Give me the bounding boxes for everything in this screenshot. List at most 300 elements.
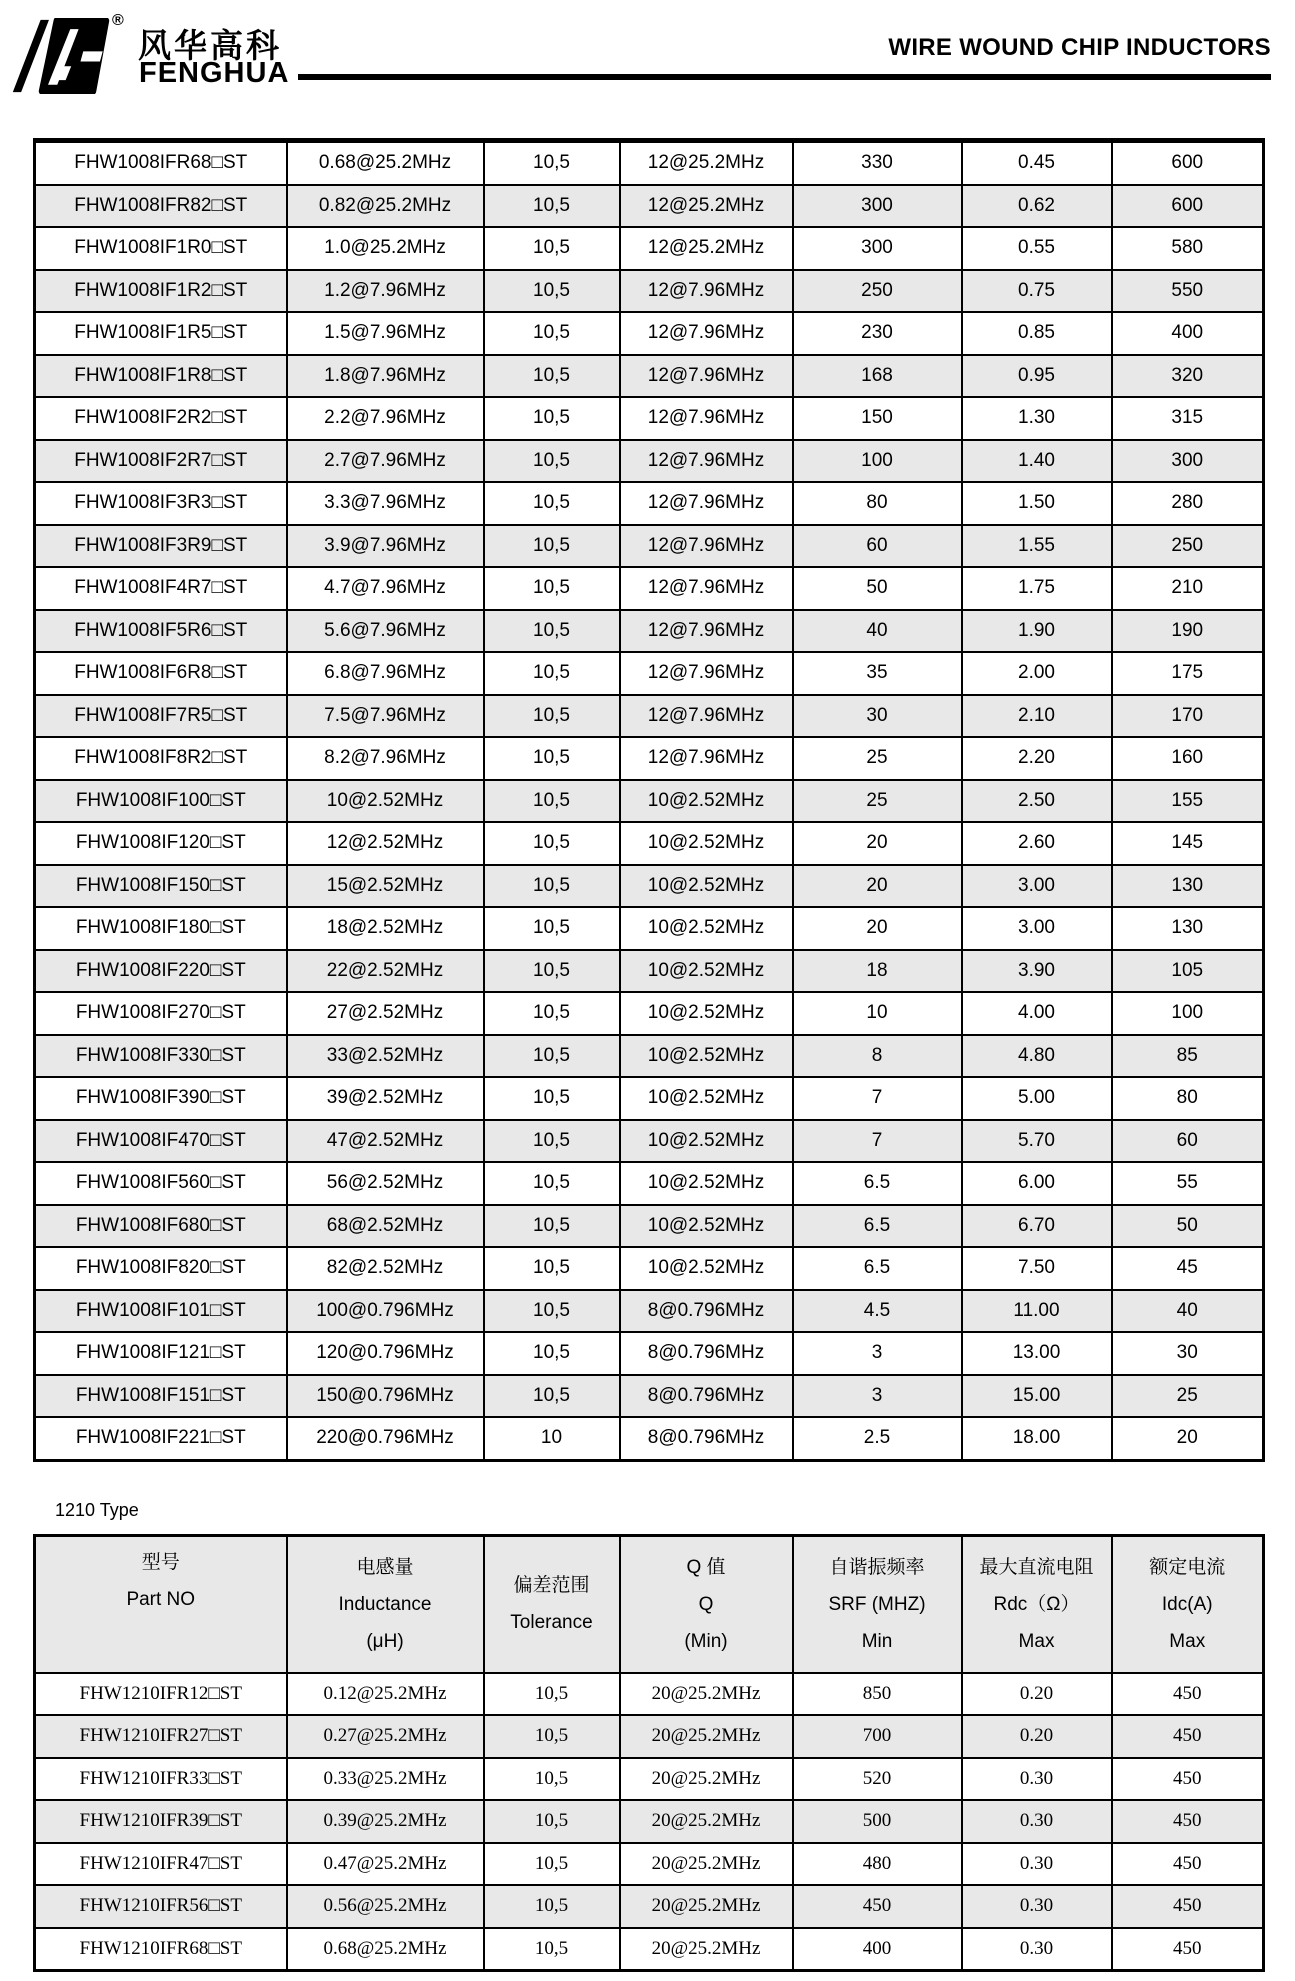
table-cell: FHW1008IF220□ST bbox=[35, 950, 287, 993]
table-cell: 18@2.52MHz bbox=[287, 907, 484, 950]
table-cell: 0.62 bbox=[962, 185, 1112, 228]
table-cell: 300 bbox=[793, 185, 962, 228]
table-cell: 7 bbox=[793, 1077, 962, 1120]
table-cell: 50 bbox=[1112, 1205, 1264, 1248]
inductor-table-1210-head bbox=[35, 1535, 1264, 1673]
table-row bbox=[35, 567, 1264, 610]
table-cell: 10 bbox=[484, 1417, 620, 1460]
table-cell: 0.55 bbox=[962, 227, 1112, 270]
table-cell: 35 bbox=[793, 652, 962, 695]
table-cell: FHW1008IF3R9□ST bbox=[35, 525, 287, 568]
registered-trademark-icon: ® bbox=[112, 12, 124, 29]
table-cell: 105 bbox=[1112, 950, 1264, 993]
table-cell: 450 bbox=[1112, 1715, 1264, 1758]
table-cell: 6.00 bbox=[962, 1162, 1112, 1205]
page-header bbox=[0, 0, 1295, 138]
table-row bbox=[35, 1162, 1264, 1205]
table-cell: 22@2.52MHz bbox=[287, 950, 484, 993]
table-row bbox=[35, 355, 1264, 398]
table-cell: FHW1008IF1R0□ST bbox=[35, 227, 287, 270]
table-cell: 18.00 bbox=[962, 1417, 1112, 1460]
datasheet-body bbox=[0, 138, 1295, 1972]
table-cell: 12@2.52MHz bbox=[287, 822, 484, 865]
table-cell: 5.00 bbox=[962, 1077, 1112, 1120]
table-cell: FHW1008IF180□ST bbox=[35, 907, 287, 950]
column-header-line: (μH) bbox=[366, 1630, 404, 1652]
table-cell: 150@0.796MHz bbox=[287, 1375, 484, 1418]
logo-chinese-text: 风华高科 bbox=[138, 27, 282, 64]
table-cell: 20@25.2MHz bbox=[620, 1800, 793, 1843]
table-cell: 400 bbox=[793, 1928, 962, 1971]
table-cell: 250 bbox=[1112, 525, 1264, 568]
table-row bbox=[35, 1673, 1264, 1716]
table-cell: 0.39@25.2MHz bbox=[287, 1800, 484, 1843]
table-cell: 10,5 bbox=[484, 610, 620, 653]
table-cell: 33@2.52MHz bbox=[287, 1035, 484, 1078]
table-cell: 10,5 bbox=[484, 355, 620, 398]
table-cell: 20@25.2MHz bbox=[620, 1843, 793, 1886]
table-cell: 450 bbox=[1112, 1928, 1264, 1971]
header-row bbox=[35, 1535, 1264, 1673]
table-cell: FHW1008IF680□ST bbox=[35, 1205, 287, 1248]
table-cell: 10@2.52MHz bbox=[287, 780, 484, 823]
table-cell: 10,5 bbox=[484, 1885, 620, 1928]
table-row bbox=[35, 1758, 1264, 1801]
table-cell: 82@2.52MHz bbox=[287, 1247, 484, 1290]
table-cell: 0.30 bbox=[962, 1758, 1112, 1801]
table-cell: 3.00 bbox=[962, 865, 1112, 908]
table-cell: 100@0.796MHz bbox=[287, 1290, 484, 1333]
table-cell: FHW1008IF2R2□ST bbox=[35, 397, 287, 440]
table-cell: 12@7.96MHz bbox=[620, 737, 793, 780]
table-cell: 2.00 bbox=[962, 652, 1112, 695]
column-header-line: Q 值 bbox=[686, 1556, 726, 1578]
table-cell: FHW1008IF6R8□ST bbox=[35, 652, 287, 695]
table-cell: 12@7.96MHz bbox=[620, 312, 793, 355]
table-cell: 15.00 bbox=[962, 1375, 1112, 1418]
table-cell: 0.45 bbox=[962, 141, 1112, 185]
table-cell: 7.50 bbox=[962, 1247, 1112, 1290]
table-row bbox=[35, 1247, 1264, 1290]
table-cell: FHW1008IF7R5□ST bbox=[35, 695, 287, 738]
table-row bbox=[35, 865, 1264, 908]
page-title: WIRE WOUND CHIP INDUCTORS bbox=[888, 34, 1271, 61]
table-cell: 10,5 bbox=[484, 1800, 620, 1843]
table-cell: 130 bbox=[1112, 907, 1264, 950]
table-cell: 1.30 bbox=[962, 397, 1112, 440]
table-cell: 8 bbox=[793, 1035, 962, 1078]
table-cell: 10,5 bbox=[484, 440, 620, 483]
table-cell: 100 bbox=[1112, 992, 1264, 1035]
table-cell: 10,5 bbox=[484, 652, 620, 695]
table-cell: 6.5 bbox=[793, 1247, 962, 1290]
table-cell: 0.68@25.2MHz bbox=[287, 141, 484, 185]
table-cell: 10,5 bbox=[484, 992, 620, 1035]
table-row bbox=[35, 822, 1264, 865]
table-cell: 0.47@25.2MHz bbox=[287, 1843, 484, 1886]
table-row bbox=[35, 482, 1264, 525]
table-cell: 4.5 bbox=[793, 1290, 962, 1333]
table-cell: FHW1210IFR68□ST bbox=[35, 1928, 287, 1971]
table-cell: 4.80 bbox=[962, 1035, 1112, 1078]
table-cell: 170 bbox=[1112, 695, 1264, 738]
table-cell: 10,5 bbox=[484, 695, 620, 738]
table-cell: FHW1008IF101□ST bbox=[35, 1290, 287, 1333]
table-row bbox=[35, 1332, 1264, 1375]
table-cell: 145 bbox=[1112, 822, 1264, 865]
table-cell: 20@25.2MHz bbox=[620, 1673, 793, 1716]
table-row bbox=[35, 1885, 1264, 1928]
table-cell: 450 bbox=[1112, 1758, 1264, 1801]
table-cell: 30 bbox=[793, 695, 962, 738]
table-cell: FHW1008IFR68□ST bbox=[35, 141, 287, 185]
table-cell: FHW1008IF1R2□ST bbox=[35, 270, 287, 313]
table-cell: 20 bbox=[793, 822, 962, 865]
table-row bbox=[35, 1715, 1264, 1758]
table-cell: 3.3@7.96MHz bbox=[287, 482, 484, 525]
table-cell: 6.70 bbox=[962, 1205, 1112, 1248]
table-cell: 600 bbox=[1112, 185, 1264, 228]
table-cell: FHW1210IFR47□ST bbox=[35, 1843, 287, 1886]
table-cell: 2.7@7.96MHz bbox=[287, 440, 484, 483]
table-cell: 1.5@7.96MHz bbox=[287, 312, 484, 355]
table-cell: 10,5 bbox=[484, 1035, 620, 1078]
table-row bbox=[35, 1290, 1264, 1333]
table-cell: 25 bbox=[793, 780, 962, 823]
table-row bbox=[35, 1800, 1264, 1843]
table-cell: 68@2.52MHz bbox=[287, 1205, 484, 1248]
table-row bbox=[35, 525, 1264, 568]
table-cell: 10,5 bbox=[484, 1120, 620, 1163]
column-header-line: 额定电流 bbox=[1149, 1556, 1226, 1578]
table-cell: 5.6@7.96MHz bbox=[287, 610, 484, 653]
table-row bbox=[35, 652, 1264, 695]
table-cell: 315 bbox=[1112, 397, 1264, 440]
table-cell: 10,5 bbox=[484, 1162, 620, 1205]
table-cell: 580 bbox=[1112, 227, 1264, 270]
column-header-line: 偏差范围 bbox=[513, 1575, 590, 1596]
table-cell: 10,5 bbox=[484, 397, 620, 440]
column-header-line: Min bbox=[861, 1630, 893, 1652]
table-cell: FHW1008IF4R7□ST bbox=[35, 567, 287, 610]
table-cell: 10,5 bbox=[484, 185, 620, 228]
table-cell: FHW1210IFR27□ST bbox=[35, 1715, 287, 1758]
table-row bbox=[35, 1375, 1264, 1418]
table-cell: 3.9@7.96MHz bbox=[287, 525, 484, 568]
table-row bbox=[35, 1035, 1264, 1078]
column-header-line: Rdc（Ω） bbox=[993, 1593, 1080, 1615]
table-cell: 300 bbox=[793, 227, 962, 270]
table-cell: 20@25.2MHz bbox=[620, 1928, 793, 1971]
table-cell: 4.00 bbox=[962, 992, 1112, 1035]
inductor-table-1008 bbox=[33, 138, 1265, 1462]
table-cell: 130 bbox=[1112, 865, 1264, 908]
table-cell: 10,5 bbox=[484, 1673, 620, 1716]
table-cell: 1.75 bbox=[962, 567, 1112, 610]
table-cell: 10,5 bbox=[484, 227, 620, 270]
table-cell: 700 bbox=[793, 1715, 962, 1758]
table-cell: 30 bbox=[1112, 1332, 1264, 1375]
table-cell: 20@25.2MHz bbox=[620, 1885, 793, 1928]
table-cell: 10,5 bbox=[484, 270, 620, 313]
table-cell: 12@7.96MHz bbox=[620, 440, 793, 483]
table-cell: 10,5 bbox=[484, 1758, 620, 1801]
table-cell: FHW1008IF330□ST bbox=[35, 1035, 287, 1078]
table-cell: 20 bbox=[793, 865, 962, 908]
column-header-line: Q bbox=[698, 1593, 714, 1615]
table-cell: 10,5 bbox=[484, 950, 620, 993]
column-header-line: 型号 bbox=[141, 1551, 180, 1573]
table-cell: 1.40 bbox=[962, 440, 1112, 483]
table-cell: 0.20 bbox=[962, 1715, 1112, 1758]
table-cell: 12@7.96MHz bbox=[620, 652, 793, 695]
table-cell: 5.70 bbox=[962, 1120, 1112, 1163]
table-cell: 10,5 bbox=[484, 822, 620, 865]
table-cell: 2.2@7.96MHz bbox=[287, 397, 484, 440]
inductor-table-1210-body bbox=[35, 1673, 1264, 1971]
table-cell: FHW1210IFR39□ST bbox=[35, 1800, 287, 1843]
table-cell: FHW1008IF150□ST bbox=[35, 865, 287, 908]
table-cell: FHW1008IF5R6□ST bbox=[35, 610, 287, 653]
table-cell: 0.82@25.2MHz bbox=[287, 185, 484, 228]
table-cell: 450 bbox=[1112, 1885, 1264, 1928]
table-cell: FHW1008IF390□ST bbox=[35, 1077, 287, 1120]
table-cell: 520 bbox=[793, 1758, 962, 1801]
table-cell: FHW1008IF560□ST bbox=[35, 1162, 287, 1205]
table-cell: 320 bbox=[1112, 355, 1264, 398]
table-cell: 55 bbox=[1112, 1162, 1264, 1205]
table-row bbox=[35, 1928, 1264, 1971]
table-row bbox=[35, 1120, 1264, 1163]
table-cell: FHW1008IF120□ST bbox=[35, 822, 287, 865]
table-cell: FHW1008IFR82□ST bbox=[35, 185, 287, 228]
table-cell: 1.2@7.96MHz bbox=[287, 270, 484, 313]
column-header-line: 自谐振频率 bbox=[829, 1556, 925, 1578]
table-cell: 500 bbox=[793, 1800, 962, 1843]
table-cell: 12@25.2MHz bbox=[620, 227, 793, 270]
table-cell: 45 bbox=[1112, 1247, 1264, 1290]
table-cell: 10,5 bbox=[484, 737, 620, 780]
table-cell: 20 bbox=[1112, 1417, 1264, 1460]
table-cell: 450 bbox=[1112, 1673, 1264, 1716]
table-cell: 10,5 bbox=[484, 1332, 620, 1375]
column-header-line: Tolerance bbox=[510, 1612, 593, 1633]
table-cell: 20@25.2MHz bbox=[620, 1715, 793, 1758]
table-cell: 2.10 bbox=[962, 695, 1112, 738]
table-cell: 220@0.796MHz bbox=[287, 1417, 484, 1460]
table-cell: 10@2.52MHz bbox=[620, 1247, 793, 1290]
table-cell: 1.55 bbox=[962, 525, 1112, 568]
column-header bbox=[35, 1535, 287, 1673]
table-cell: 1.0@25.2MHz bbox=[287, 227, 484, 270]
column-header bbox=[962, 1535, 1112, 1673]
table-cell: 0.30 bbox=[962, 1928, 1112, 1971]
table-cell: 175 bbox=[1112, 652, 1264, 695]
table-cell: 155 bbox=[1112, 780, 1264, 823]
table-row bbox=[35, 397, 1264, 440]
table-cell: 20@25.2MHz bbox=[620, 1758, 793, 1801]
table-cell: 10@2.52MHz bbox=[620, 1120, 793, 1163]
table-cell: 160 bbox=[1112, 737, 1264, 780]
table-cell: 168 bbox=[793, 355, 962, 398]
table-cell: 80 bbox=[793, 482, 962, 525]
table-cell: 80 bbox=[1112, 1077, 1264, 1120]
column-header-line: (Min) bbox=[684, 1630, 728, 1652]
table-cell: FHW1008IF221□ST bbox=[35, 1417, 287, 1460]
table-cell: FHW1008IF270□ST bbox=[35, 992, 287, 1035]
table-cell: FHW1008IF8R2□ST bbox=[35, 737, 287, 780]
table-cell: 13.00 bbox=[962, 1332, 1112, 1375]
table-cell: 12@7.96MHz bbox=[620, 525, 793, 568]
table-cell: 6.8@7.96MHz bbox=[287, 652, 484, 695]
table-cell: 10@2.52MHz bbox=[620, 865, 793, 908]
table-cell: FHW1210IFR33□ST bbox=[35, 1758, 287, 1801]
table-cell: 10,5 bbox=[484, 141, 620, 185]
table-cell: FHW1008IF3R3□ST bbox=[35, 482, 287, 525]
column-header bbox=[484, 1535, 620, 1673]
table-cell: 850 bbox=[793, 1673, 962, 1716]
table-cell: 12@7.96MHz bbox=[620, 397, 793, 440]
table-cell: 8@0.796MHz bbox=[620, 1332, 793, 1375]
table-cell: FHW1008IF820□ST bbox=[35, 1247, 287, 1290]
table-cell: 12@7.96MHz bbox=[620, 610, 793, 653]
table-cell: 0.12@25.2MHz bbox=[287, 1673, 484, 1716]
table-cell: 47@2.52MHz bbox=[287, 1120, 484, 1163]
table-cell: 12@7.96MHz bbox=[620, 270, 793, 313]
table-cell: 7.5@7.96MHz bbox=[287, 695, 484, 738]
table-cell: 10,5 bbox=[484, 1205, 620, 1248]
table-row bbox=[35, 950, 1264, 993]
table-cell: 56@2.52MHz bbox=[287, 1162, 484, 1205]
table-cell: 7 bbox=[793, 1120, 962, 1163]
table-cell: 25 bbox=[793, 737, 962, 780]
column-header-line: Inductance bbox=[338, 1593, 432, 1615]
column-header-line: Part NO bbox=[126, 1588, 196, 1610]
table-cell: 10,5 bbox=[484, 1843, 620, 1886]
table-cell: 20 bbox=[793, 907, 962, 950]
table-cell: 6.5 bbox=[793, 1205, 962, 1248]
table-cell: 2.20 bbox=[962, 737, 1112, 780]
table-cell: 40 bbox=[1112, 1290, 1264, 1333]
table-row bbox=[35, 141, 1264, 185]
section-label-1210-type: 1210 Type bbox=[55, 1499, 139, 1520]
table-cell: 0.20 bbox=[962, 1673, 1112, 1716]
table-cell: 450 bbox=[1112, 1843, 1264, 1886]
table-cell: 450 bbox=[793, 1885, 962, 1928]
table-cell: 250 bbox=[793, 270, 962, 313]
table-cell: 10@2.52MHz bbox=[620, 1077, 793, 1120]
table-cell: 2.50 bbox=[962, 780, 1112, 823]
logo-english-text: FENGHUA bbox=[139, 57, 290, 89]
table-cell: 10,5 bbox=[484, 482, 620, 525]
table-cell: 10@2.52MHz bbox=[620, 1205, 793, 1248]
column-header-line: Idc(A) bbox=[1161, 1593, 1213, 1615]
header-rule bbox=[298, 74, 1271, 80]
table-cell: 10,5 bbox=[484, 567, 620, 610]
table-row bbox=[35, 1077, 1264, 1120]
table-cell: 39@2.52MHz bbox=[287, 1077, 484, 1120]
table-cell: 0.56@25.2MHz bbox=[287, 1885, 484, 1928]
table-cell: 100 bbox=[793, 440, 962, 483]
fenghua-logo-icon bbox=[8, 18, 114, 94]
table-cell: 450 bbox=[1112, 1800, 1264, 1843]
column-header-line: Max bbox=[1169, 1630, 1206, 1652]
table-cell: 27@2.52MHz bbox=[287, 992, 484, 1035]
table-cell: 550 bbox=[1112, 270, 1264, 313]
table-cell: 10,5 bbox=[484, 1715, 620, 1758]
table-cell: 25 bbox=[1112, 1375, 1264, 1418]
column-header-line: 最大直流电阻 bbox=[979, 1556, 1094, 1578]
table-row bbox=[35, 185, 1264, 228]
table-cell: 0.95 bbox=[962, 355, 1112, 398]
table-cell: 3.90 bbox=[962, 950, 1112, 993]
table-cell: 10,5 bbox=[484, 1077, 620, 1120]
table-cell: 10,5 bbox=[484, 1247, 620, 1290]
table-cell: 12@7.96MHz bbox=[620, 482, 793, 525]
table-cell: 4.7@7.96MHz bbox=[287, 567, 484, 610]
column-header bbox=[793, 1535, 962, 1673]
table-cell: FHW1210IFR56□ST bbox=[35, 1885, 287, 1928]
table-row bbox=[35, 610, 1264, 653]
table-cell: 10,5 bbox=[484, 1290, 620, 1333]
table-cell: 12@7.96MHz bbox=[620, 567, 793, 610]
table-cell: 12@25.2MHz bbox=[620, 185, 793, 228]
table-cell: FHW1008IF1R5□ST bbox=[35, 312, 287, 355]
table-cell: 1.90 bbox=[962, 610, 1112, 653]
table-cell: 10,5 bbox=[484, 907, 620, 950]
table-cell: 1.8@7.96MHz bbox=[287, 355, 484, 398]
table-cell: 10,5 bbox=[484, 312, 620, 355]
table-cell: 0.75 bbox=[962, 270, 1112, 313]
table-cell: 3.00 bbox=[962, 907, 1112, 950]
table-cell: 210 bbox=[1112, 567, 1264, 610]
table-cell: 300 bbox=[1112, 440, 1264, 483]
column-header-line: Max bbox=[1018, 1630, 1055, 1652]
table-cell: 120@0.796MHz bbox=[287, 1332, 484, 1375]
column-header-line: SRF (MHZ) bbox=[828, 1593, 926, 1615]
table-row bbox=[35, 312, 1264, 355]
table-row bbox=[35, 695, 1264, 738]
inductor-table-1008-body bbox=[35, 141, 1264, 1461]
table-cell: 11.00 bbox=[962, 1290, 1112, 1333]
column-header-line: 电感量 bbox=[356, 1556, 414, 1578]
table-row bbox=[35, 270, 1264, 313]
table-cell: 10@2.52MHz bbox=[620, 822, 793, 865]
table-row bbox=[35, 1843, 1264, 1886]
table-cell: 8@0.796MHz bbox=[620, 1290, 793, 1333]
column-header bbox=[287, 1535, 484, 1673]
table-cell: FHW1008IF2R7□ST bbox=[35, 440, 287, 483]
table-cell: 330 bbox=[793, 141, 962, 185]
table-cell: 2.5 bbox=[793, 1417, 962, 1460]
table-cell: 0.85 bbox=[962, 312, 1112, 355]
table-cell: 480 bbox=[793, 1843, 962, 1886]
table-row bbox=[35, 227, 1264, 270]
table-row bbox=[35, 1417, 1264, 1460]
table-cell: FHW1008IF470□ST bbox=[35, 1120, 287, 1163]
table-cell: 10@2.52MHz bbox=[620, 992, 793, 1035]
table-cell: 10,5 bbox=[484, 780, 620, 823]
table-cell: 10 bbox=[793, 992, 962, 1035]
table-row bbox=[35, 780, 1264, 823]
table-cell: 85 bbox=[1112, 1035, 1264, 1078]
table-cell: FHW1008IF121□ST bbox=[35, 1332, 287, 1375]
table-cell: 10@2.52MHz bbox=[620, 907, 793, 950]
table-cell: 12@25.2MHz bbox=[620, 141, 793, 185]
table-cell: 15@2.52MHz bbox=[287, 865, 484, 908]
table-cell: 60 bbox=[1112, 1120, 1264, 1163]
table-cell: 0.68@25.2MHz bbox=[287, 1928, 484, 1971]
